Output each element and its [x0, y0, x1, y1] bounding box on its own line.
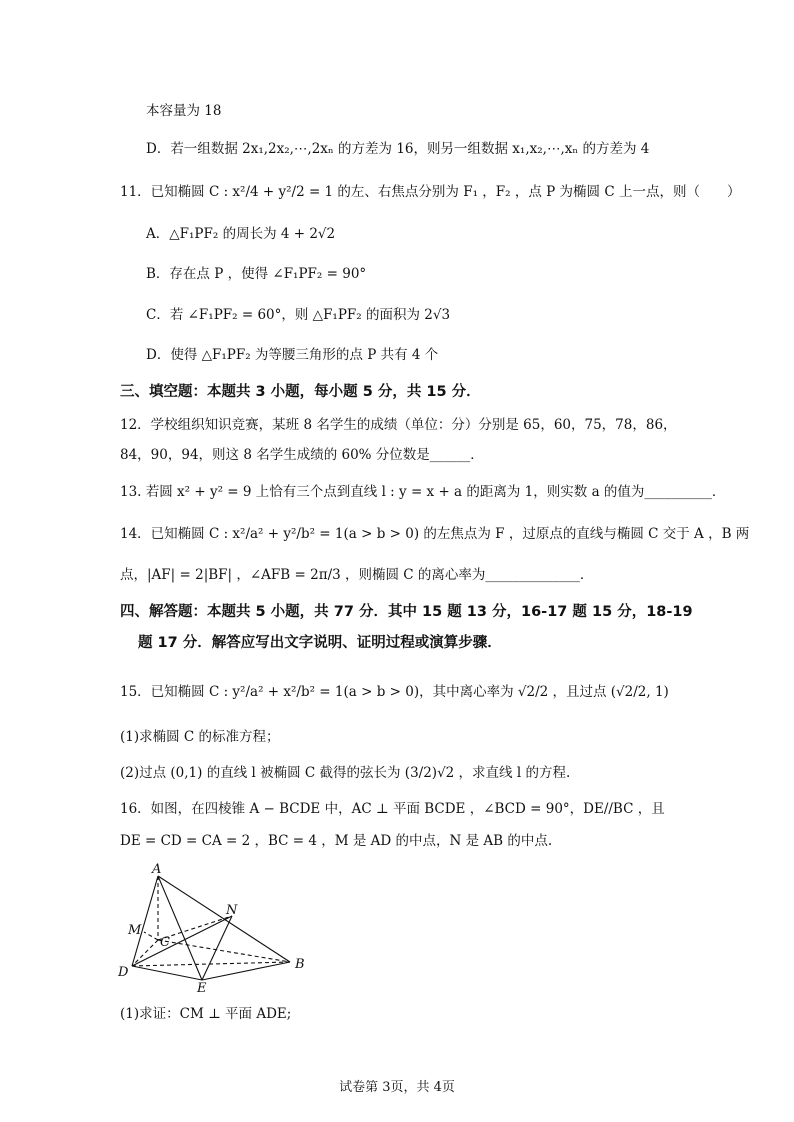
pyramid-figure: [112, 858, 322, 994]
section-4-heading-line-2: 题 17 分．解答应写出文字说明、证明过程或演算步骤．: [138, 635, 502, 651]
edge-ad: [132, 876, 158, 966]
option-a-q11: A．△F₁PF₂ 的周长为 4 + 2√2: [146, 226, 336, 242]
question-15: 15．已知椭圆 C : y²/a² + x²/b² = 1(a > b > 0)，其中离心率为 √2/2 ，且过点 (√2/2, 1): [120, 684, 669, 700]
question-14-line-1: 14．已知椭圆 C : x²/a² + y²/b² = 1(a > b > 0) 的左焦点为 F ，过原点的直线与椭圆 C 交于 A ，B 两: [120, 526, 750, 542]
edge-eb: [202, 962, 290, 980]
option-b-q11: B．存在点 P ，使得 ∠F₁PF₂ = 90°: [146, 266, 367, 282]
point-label-c: C: [160, 935, 170, 950]
question-14-line-2: 点，|AF| = 2|BF| ，∠AFB = 2π/3 ，则椭圆 C 的离心率为______________．: [120, 567, 594, 583]
question-13: 13. 若圆 x² + y² = 9 上恰有三个点到直线 l : y = x + a 的距离为 1，则实数 a 的值为__________．: [120, 484, 726, 500]
page-footer: 试卷第 3页，共 4页: [339, 1080, 455, 1095]
question-16-line-2: DE = CD = CA = 2 ，BC = 4 ，M 是 AD 的中点，N 是 AB 的中点.: [120, 833, 553, 849]
question-15-part-1: (1)求椭圆 C 的标准方程；: [120, 729, 280, 745]
option-d-q11: D．使得 △F₁PF₂ 为等腰三角形的点 P 共有 4 个: [146, 347, 439, 363]
section-3-heading: 三、填空题：本题共 3 小题，每小题 5 分，共 15 分．: [120, 384, 481, 400]
question-12-line-1: 12．学校组织知识竞赛，某班 8 名学生的成绩（单位：分）分别是 65，60，75，78，86，: [120, 417, 677, 433]
segment-cm: [144, 932, 158, 940]
text-line-1: 本容量为 18: [146, 103, 222, 119]
point-label-m: M: [128, 923, 142, 938]
option-c-q11: C．若 ∠F₁PF₂ = 60°，则 △F₁PF₂ 的面积为 2√3: [146, 307, 451, 323]
point-label-a: A: [152, 862, 162, 877]
point-label-e: E: [197, 981, 207, 994]
section-4-heading-line-1: 四、解答题：本题共 5 小题，共 77 分．其中 15 题 13 分，16-17 题 15 分，18-19: [120, 604, 693, 620]
point-label-b: B: [295, 957, 305, 972]
question-15-part-2: (2)过点 (0,1) 的直线 l 被椭圆 C 截得的弦长为 (3/2)√2 ，求直线 l 的方程.: [120, 765, 571, 781]
point-label-n: N: [226, 903, 238, 918]
point-label-d: D: [118, 965, 129, 980]
edge-de: [132, 966, 202, 980]
segment-nd: [132, 916, 232, 966]
edge-ab: [158, 876, 290, 962]
question-12-line-2: 84，90，94，则这 8 名学生成绩的 60% 分位数是______．: [120, 447, 484, 463]
question-11: 11．已知椭圆 C : x²/4 + y²/2 = 1 的左、右焦点分别为 F₁ ，F₂ ，点 P 为椭圆 C 上一点，则（ ）: [120, 184, 741, 200]
question-16-line-1: 16．如图，在四棱锥 A − BCDE 中，AC ⊥ 平面 BCDE ，∠BCD = 90°，DE//BC ，且: [120, 801, 665, 817]
segment-db: [132, 962, 290, 966]
question-16-part-1: (1)求证：CM ⊥ 平面 ADE;: [120, 1006, 292, 1022]
option-d-q10: D．若一组数据 2x₁,2x₂,⋯,2xₙ 的方差为 16，则另一组数据 x₁,x₂,⋯,xₙ 的方差为 4: [146, 141, 650, 157]
